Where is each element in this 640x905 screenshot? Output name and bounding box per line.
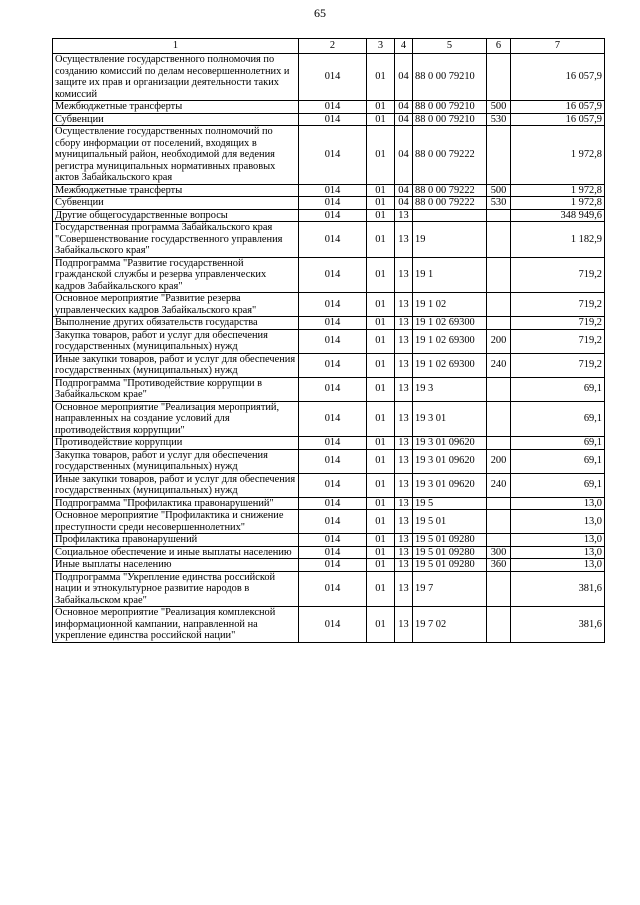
cell-expense-type: 360 <box>487 559 511 572</box>
table-row <box>53 197 605 210</box>
cell-name: Иные закупки товаров, работ и услуг для обеспечения государственных (муниципальных) нужд <box>53 473 299 497</box>
table-row <box>53 571 605 607</box>
cell-expense-type: 300 <box>487 546 511 559</box>
page-number: 65 <box>314 6 326 20</box>
cell-grbs: 014 <box>299 534 367 547</box>
table-row <box>53 353 605 377</box>
cell-grbs: 014 <box>299 257 367 293</box>
cell-subsection: 04 <box>395 184 413 197</box>
cell-expense-type: 530 <box>487 197 511 210</box>
cell-expense-type <box>487 497 511 510</box>
cell-amount: 1 182,9 <box>511 222 605 258</box>
cell-section: 01 <box>367 126 395 185</box>
cell-name: Профилактика правонарушений <box>53 534 299 547</box>
cell-grbs: 014 <box>299 353 367 377</box>
cell-name: Государственная программа Забайкальского края "Совершенствование государственного управления Забайкальского края" <box>53 222 299 258</box>
table-row <box>53 607 605 643</box>
cell-name: Основное мероприятие "Реализация комплексной информационной кампании, направленной на укрепление единства российской нации" <box>53 607 299 643</box>
table-row <box>53 222 605 258</box>
cell-grbs: 014 <box>299 449 367 473</box>
cell-amount: 719,2 <box>511 329 605 353</box>
cell-name: Иные закупки товаров, работ и услуг для обеспечения государственных (муниципальных) нужд <box>53 353 299 377</box>
cell-section: 01 <box>367 293 395 317</box>
cell-target-article: 19 5 <box>413 497 487 510</box>
cell-target-article: 19 3 01 09620 <box>413 449 487 473</box>
table-row <box>53 473 605 497</box>
cell-amount: 69,1 <box>511 449 605 473</box>
cell-section: 01 <box>367 101 395 114</box>
cell-name: Межбюджетные трансферты <box>53 184 299 197</box>
cell-section: 01 <box>367 401 395 437</box>
table-row <box>53 113 605 126</box>
table-row <box>53 401 605 437</box>
cell-subsection: 04 <box>395 101 413 114</box>
cell-subsection: 13 <box>395 257 413 293</box>
cell-target-article: 19 5 01 09280 <box>413 559 487 572</box>
cell-name: Осуществление государственного полномочия по созданию комиссий по делам несовершеннолетних и защите их прав и организации деятельности таких комиссий <box>53 54 299 101</box>
cell-amount: 16 057,9 <box>511 113 605 126</box>
cell-expense-type <box>487 571 511 607</box>
cell-section: 01 <box>367 257 395 293</box>
cell-subsection: 13 <box>395 559 413 572</box>
cell-section: 01 <box>367 209 395 222</box>
cell-amount: 1 972,8 <box>511 126 605 185</box>
cell-amount: 381,6 <box>511 571 605 607</box>
cell-grbs: 014 <box>299 607 367 643</box>
cell-grbs: 014 <box>299 510 367 534</box>
cell-expense-type: 240 <box>487 353 511 377</box>
cell-section: 01 <box>367 571 395 607</box>
cell-subsection: 13 <box>395 449 413 473</box>
table-row <box>53 257 605 293</box>
column-header: 1 <box>53 39 299 54</box>
cell-section: 01 <box>367 559 395 572</box>
cell-target-article: 19 3 01 09620 <box>413 473 487 497</box>
cell-name: Подпрограмма "Укрепление единства российской нации и этнокультурное развитие народов в Забайкальском крае" <box>53 571 299 607</box>
cell-target-article: 88 0 00 79210 <box>413 54 487 101</box>
cell-amount: 69,1 <box>511 401 605 437</box>
cell-grbs: 014 <box>299 329 367 353</box>
cell-section: 01 <box>367 197 395 210</box>
cell-name: Закупка товаров, работ и услуг для обеспечения государственных (муниципальных) нужд <box>53 449 299 473</box>
cell-amount: 348 949,6 <box>511 209 605 222</box>
cell-grbs: 014 <box>299 222 367 258</box>
cell-amount: 16 057,9 <box>511 54 605 101</box>
cell-name: Основное мероприятие "Профилактика и снижение преступности среди несовершеннолетних" <box>53 510 299 534</box>
cell-grbs: 014 <box>299 401 367 437</box>
cell-section: 01 <box>367 607 395 643</box>
cell-amount: 69,1 <box>511 437 605 450</box>
cell-target-article: 88 0 00 79222 <box>413 126 487 185</box>
table-row <box>53 209 605 222</box>
cell-target-article: 19 1 <box>413 257 487 293</box>
cell-grbs: 014 <box>299 197 367 210</box>
table-row <box>53 126 605 185</box>
budget-table <box>52 38 605 643</box>
cell-section: 01 <box>367 510 395 534</box>
cell-grbs: 014 <box>299 437 367 450</box>
cell-target-article: 19 7 02 <box>413 607 487 643</box>
cell-subsection: 13 <box>395 329 413 353</box>
column-header: 3 <box>367 39 395 54</box>
cell-subsection: 13 <box>395 209 413 222</box>
cell-name: Выполнение других обязательств государства <box>53 317 299 330</box>
cell-name: Субвенции <box>53 113 299 126</box>
cell-subsection: 13 <box>395 401 413 437</box>
cell-subsection: 13 <box>395 546 413 559</box>
cell-name: Подпрограмма "Профилактика правонарушений" <box>53 497 299 510</box>
cell-target-article: 19 5 01 09280 <box>413 546 487 559</box>
cell-name: Осуществление государственных полномочий по сбору информации от поселений, входящих в муниципальный район, необходимой для ведения регистра муниципальных нормативных правовых актов Забайкальского края <box>53 126 299 185</box>
cell-grbs: 014 <box>299 546 367 559</box>
cell-grbs: 014 <box>299 184 367 197</box>
table-row <box>53 546 605 559</box>
table-row <box>53 317 605 330</box>
cell-target-article: 19 3 <box>413 377 487 401</box>
cell-name: Межбюджетные трансферты <box>53 101 299 114</box>
cell-subsection: 04 <box>395 197 413 210</box>
cell-expense-type <box>487 222 511 258</box>
table-row <box>53 293 605 317</box>
table-row <box>53 510 605 534</box>
cell-section: 01 <box>367 497 395 510</box>
cell-section: 01 <box>367 54 395 101</box>
cell-amount: 13,0 <box>511 559 605 572</box>
cell-amount: 381,6 <box>511 607 605 643</box>
cell-section: 01 <box>367 437 395 450</box>
cell-subsection: 13 <box>395 317 413 330</box>
cell-expense-type: 240 <box>487 473 511 497</box>
cell-subsection: 13 <box>395 534 413 547</box>
cell-section: 01 <box>367 184 395 197</box>
cell-grbs: 014 <box>299 317 367 330</box>
cell-grbs: 014 <box>299 126 367 185</box>
cell-name: Подпрограмма "Противодействие коррупции в Забайкальском крае" <box>53 377 299 401</box>
cell-subsection: 04 <box>395 113 413 126</box>
cell-name: Другие общегосударственные вопросы <box>53 209 299 222</box>
cell-name: Субвенции <box>53 197 299 210</box>
cell-expense-type <box>487 54 511 101</box>
cell-target-article: 19 <box>413 222 487 258</box>
cell-target-article <box>413 209 487 222</box>
cell-subsection: 13 <box>395 497 413 510</box>
table-row <box>53 437 605 450</box>
cell-grbs: 014 <box>299 571 367 607</box>
cell-target-article: 19 1 02 69300 <box>413 317 487 330</box>
cell-expense-type <box>487 401 511 437</box>
cell-name: Социальное обеспечение и иные выплаты населению <box>53 546 299 559</box>
cell-amount: 13,0 <box>511 546 605 559</box>
cell-subsection: 13 <box>395 353 413 377</box>
cell-expense-type <box>487 377 511 401</box>
cell-section: 01 <box>367 546 395 559</box>
cell-amount: 13,0 <box>511 497 605 510</box>
cell-amount: 16 057,9 <box>511 101 605 114</box>
cell-amount: 1 972,8 <box>511 184 605 197</box>
cell-expense-type: 500 <box>487 184 511 197</box>
cell-subsection: 04 <box>395 54 413 101</box>
cell-amount: 69,1 <box>511 473 605 497</box>
cell-grbs: 014 <box>299 101 367 114</box>
cell-subsection: 13 <box>395 437 413 450</box>
cell-subsection: 13 <box>395 222 413 258</box>
table-row <box>53 377 605 401</box>
cell-section: 01 <box>367 377 395 401</box>
cell-target-article: 19 3 01 <box>413 401 487 437</box>
cell-amount: 719,2 <box>511 317 605 330</box>
cell-grbs: 014 <box>299 377 367 401</box>
cell-target-article: 19 1 02 69300 <box>413 329 487 353</box>
cell-section: 01 <box>367 473 395 497</box>
cell-expense-type <box>487 293 511 317</box>
cell-expense-type <box>487 437 511 450</box>
cell-name: Противодействие коррупции <box>53 437 299 450</box>
cell-expense-type: 200 <box>487 329 511 353</box>
cell-target-article: 19 1 02 <box>413 293 487 317</box>
cell-subsection: 13 <box>395 293 413 317</box>
cell-amount: 13,0 <box>511 510 605 534</box>
cell-grbs: 014 <box>299 113 367 126</box>
table-row <box>53 54 605 101</box>
table-row <box>53 329 605 353</box>
cell-target-article: 19 7 <box>413 571 487 607</box>
cell-subsection: 13 <box>395 607 413 643</box>
cell-subsection: 13 <box>395 377 413 401</box>
cell-subsection: 13 <box>395 571 413 607</box>
table-row <box>53 101 605 114</box>
cell-section: 01 <box>367 449 395 473</box>
cell-target-article: 88 0 00 79210 <box>413 113 487 126</box>
cell-expense-type: 500 <box>487 101 511 114</box>
cell-amount: 13,0 <box>511 534 605 547</box>
cell-subsection: 13 <box>395 510 413 534</box>
cell-amount: 719,2 <box>511 257 605 293</box>
cell-amount: 69,1 <box>511 377 605 401</box>
cell-amount: 719,2 <box>511 293 605 317</box>
cell-expense-type <box>487 209 511 222</box>
cell-section: 01 <box>367 222 395 258</box>
cell-target-article: 88 0 00 79210 <box>413 101 487 114</box>
cell-target-article: 19 5 01 09280 <box>413 534 487 547</box>
table-row <box>53 497 605 510</box>
cell-expense-type <box>487 510 511 534</box>
header-row <box>53 39 605 54</box>
cell-grbs: 014 <box>299 293 367 317</box>
cell-grbs: 014 <box>299 559 367 572</box>
cell-name: Закупка товаров, работ и услуг для обеспечения государственных (муниципальных) нужд <box>53 329 299 353</box>
cell-section: 01 <box>367 113 395 126</box>
column-header: 2 <box>299 39 367 54</box>
cell-target-article: 19 5 01 <box>413 510 487 534</box>
cell-subsection: 04 <box>395 126 413 185</box>
table-row <box>53 559 605 572</box>
cell-subsection: 13 <box>395 473 413 497</box>
cell-amount: 719,2 <box>511 353 605 377</box>
table-row <box>53 184 605 197</box>
cell-target-article: 19 3 01 09620 <box>413 437 487 450</box>
cell-target-article: 88 0 00 79222 <box>413 184 487 197</box>
cell-name: Подпрограмма "Развитие государственной гражданской службы и резерва управленческих кадров Забайкальского края" <box>53 257 299 293</box>
cell-section: 01 <box>367 329 395 353</box>
cell-section: 01 <box>367 353 395 377</box>
column-header: 5 <box>413 39 487 54</box>
cell-name: Иные выплаты населению <box>53 559 299 572</box>
cell-expense-type <box>487 534 511 547</box>
column-header: 7 <box>511 39 605 54</box>
cell-grbs: 014 <box>299 473 367 497</box>
cell-expense-type: 200 <box>487 449 511 473</box>
cell-expense-type <box>487 257 511 293</box>
table-row <box>53 449 605 473</box>
cell-grbs: 014 <box>299 54 367 101</box>
cell-expense-type <box>487 607 511 643</box>
column-header: 6 <box>487 39 511 54</box>
cell-grbs: 014 <box>299 209 367 222</box>
cell-expense-type <box>487 317 511 330</box>
cell-section: 01 <box>367 317 395 330</box>
cell-target-article: 88 0 00 79222 <box>413 197 487 210</box>
cell-name: Основное мероприятие "Реализация мероприятий, направленных на создание условий для противодействия коррупции" <box>53 401 299 437</box>
cell-expense-type <box>487 126 511 185</box>
cell-expense-type: 530 <box>487 113 511 126</box>
cell-section: 01 <box>367 534 395 547</box>
cell-grbs: 014 <box>299 497 367 510</box>
cell-amount: 1 972,8 <box>511 197 605 210</box>
table-row <box>53 534 605 547</box>
column-header: 4 <box>395 39 413 54</box>
cell-target-article: 19 1 02 69300 <box>413 353 487 377</box>
cell-name: Основное мероприятие "Развитие резерва управленческих кадров Забайкальского края" <box>53 293 299 317</box>
